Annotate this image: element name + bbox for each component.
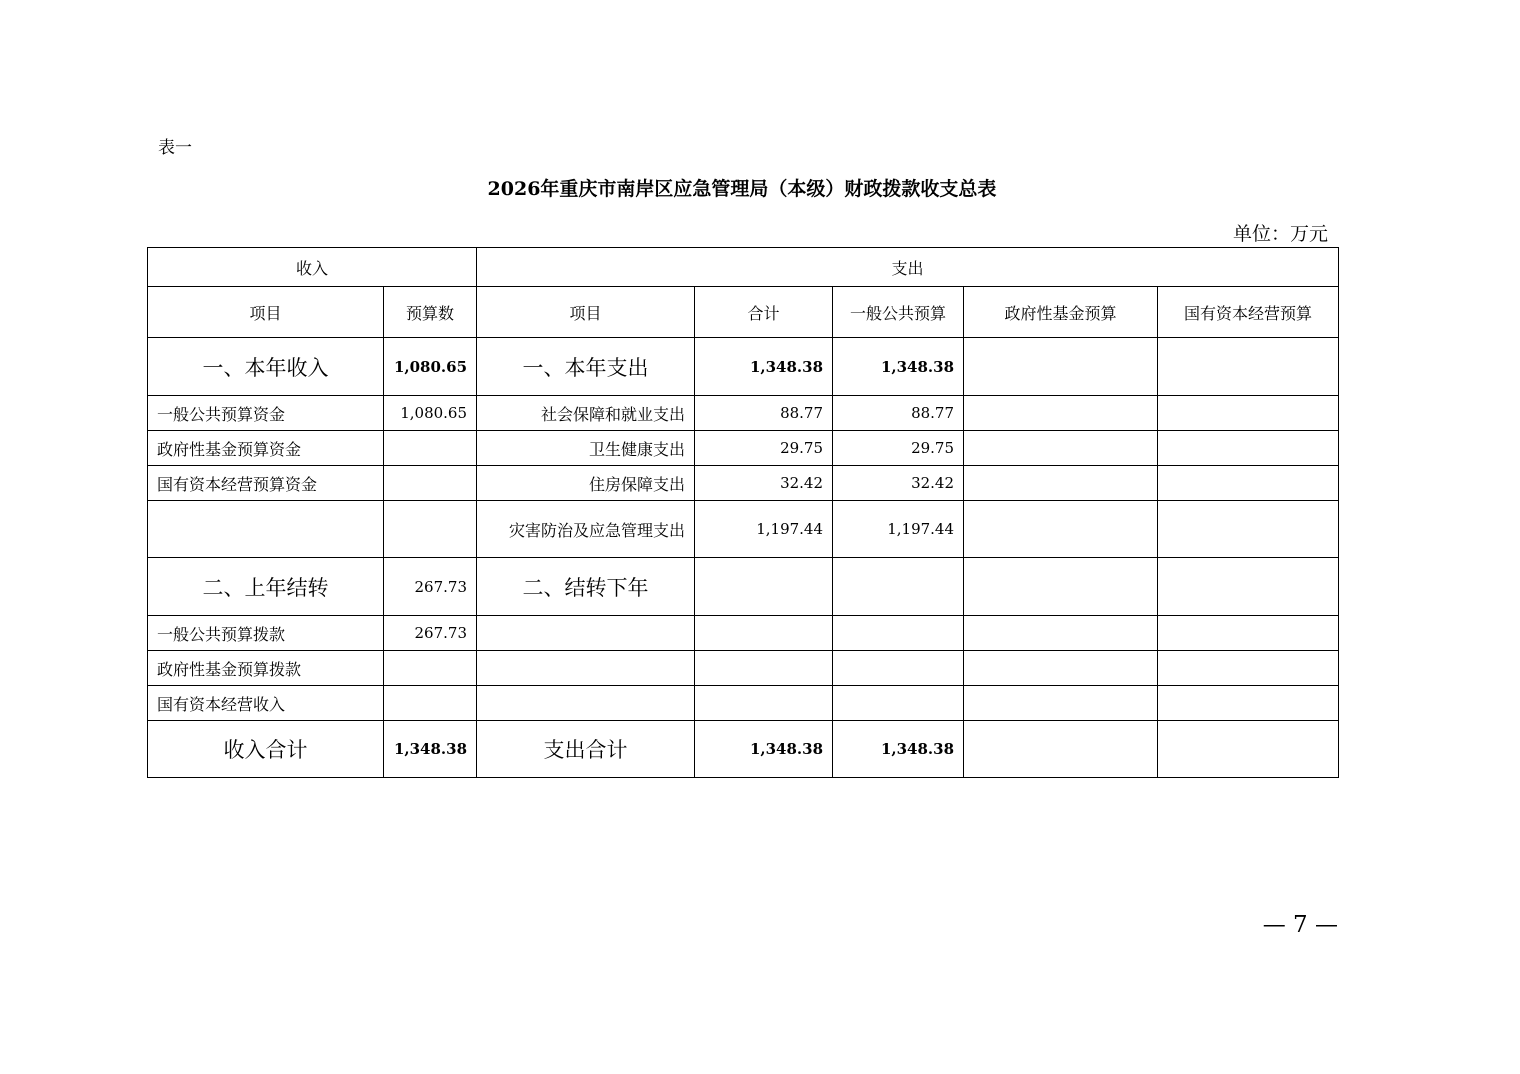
expense-state [1158, 466, 1339, 501]
expense-item: 二、结转下年 [477, 558, 695, 616]
income-item: 一、本年收入 [148, 338, 384, 396]
expense-general [833, 651, 964, 686]
expense-state [1158, 396, 1339, 431]
expense-general: 1,348.38 [833, 338, 964, 396]
expense-header: 支出 [477, 248, 1339, 287]
table-row [148, 466, 1339, 501]
expense-item: 卫生健康支出 [477, 431, 695, 466]
expense-fund [964, 721, 1158, 778]
expense-state [1158, 686, 1339, 721]
expense-item: 灾害防治及应急管理支出 [477, 501, 695, 558]
expense-state [1158, 338, 1339, 396]
expense-total: 32.42 [695, 466, 833, 501]
expense-fund [964, 686, 1158, 721]
expense-general: 32.42 [833, 466, 964, 501]
expense-general: 88.77 [833, 396, 964, 431]
expense-fund [964, 558, 1158, 616]
income-total-label: 收入合计 [148, 721, 384, 778]
expense-general: 29.75 [833, 431, 964, 466]
income-item: 政府性基金预算资金 [148, 431, 384, 466]
income-item: 一般公共预算拨款 [148, 616, 384, 651]
page-number: — 7 — [1262, 912, 1338, 938]
col-income-item: 项目 [148, 287, 384, 338]
expense-item: 住房保障支出 [477, 466, 695, 501]
income-value: 1,080.65 [384, 396, 477, 431]
income-value: 267.73 [384, 616, 477, 651]
expense-total [695, 686, 833, 721]
table-row [148, 558, 1339, 616]
expense-item: 社会保障和就业支出 [477, 396, 695, 431]
income-value: 1,080.65 [384, 338, 477, 396]
expense-fund [964, 431, 1158, 466]
income-value [384, 431, 477, 466]
col-fund-budget: 政府性基金预算 [964, 287, 1158, 338]
document-title: 2026年重庆市南岸区应急管理局（本级）财政拨款收支总表 [487, 178, 997, 200]
expense-state [1158, 431, 1339, 466]
income-value [384, 686, 477, 721]
table-row [148, 338, 1339, 396]
expense-total: 1,197.44 [695, 501, 833, 558]
expense-total: 1,348.38 [695, 721, 833, 778]
expense-total: 29.75 [695, 431, 833, 466]
table-row [148, 501, 1339, 558]
expense-general: 1,348.38 [833, 721, 964, 778]
income-value [384, 501, 477, 558]
unit-label: 单位：万元 [1232, 223, 1328, 245]
income-item: 国有资本经营预算资金 [148, 466, 384, 501]
budget-summary-table [147, 247, 1339, 778]
expense-general [833, 686, 964, 721]
expense-item: 一、本年支出 [477, 338, 695, 396]
table-row-totals [148, 721, 1339, 778]
income-value [384, 651, 477, 686]
expense-fund [964, 466, 1158, 501]
col-total: 合计 [695, 287, 833, 338]
expense-state [1158, 651, 1339, 686]
income-header: 收入 [148, 248, 477, 287]
col-general-budget: 一般公共预算 [833, 287, 964, 338]
expense-state [1158, 501, 1339, 558]
income-item [148, 501, 384, 558]
expense-item [477, 686, 695, 721]
expense-general: 1,197.44 [833, 501, 964, 558]
col-expense-item: 项目 [477, 287, 695, 338]
expense-state [1158, 616, 1339, 651]
table-row [148, 396, 1339, 431]
table-row [148, 616, 1339, 651]
expense-fund [964, 396, 1158, 431]
table-row [148, 651, 1339, 686]
income-item: 国有资本经营收入 [148, 686, 384, 721]
expense-total [695, 558, 833, 616]
expense-fund [964, 338, 1158, 396]
expense-state [1158, 721, 1339, 778]
income-item: 二、上年结转 [148, 558, 384, 616]
expense-total-label: 支出合计 [477, 721, 695, 778]
table-row [148, 431, 1339, 466]
income-item: 一般公共预算资金 [148, 396, 384, 431]
expense-fund [964, 616, 1158, 651]
expense-total: 88.77 [695, 396, 833, 431]
table-label: 表一 [158, 138, 192, 158]
income-item: 政府性基金预算拨款 [148, 651, 384, 686]
income-total-value: 1,348.38 [384, 721, 477, 778]
col-income-budget: 预算数 [384, 287, 477, 338]
expense-state [1158, 558, 1339, 616]
expense-item [477, 651, 695, 686]
header-row-group [148, 248, 1339, 287]
expense-fund [964, 501, 1158, 558]
header-row-columns [148, 287, 1339, 338]
expense-item [477, 616, 695, 651]
col-state-capital-budget: 国有资本经营预算 [1158, 287, 1339, 338]
income-value: 267.73 [384, 558, 477, 616]
expense-total: 1,348.38 [695, 338, 833, 396]
expense-general [833, 558, 964, 616]
expense-fund [964, 651, 1158, 686]
expense-general [833, 616, 964, 651]
expense-total [695, 616, 833, 651]
table-row [148, 686, 1339, 721]
expense-total [695, 651, 833, 686]
income-value [384, 466, 477, 501]
